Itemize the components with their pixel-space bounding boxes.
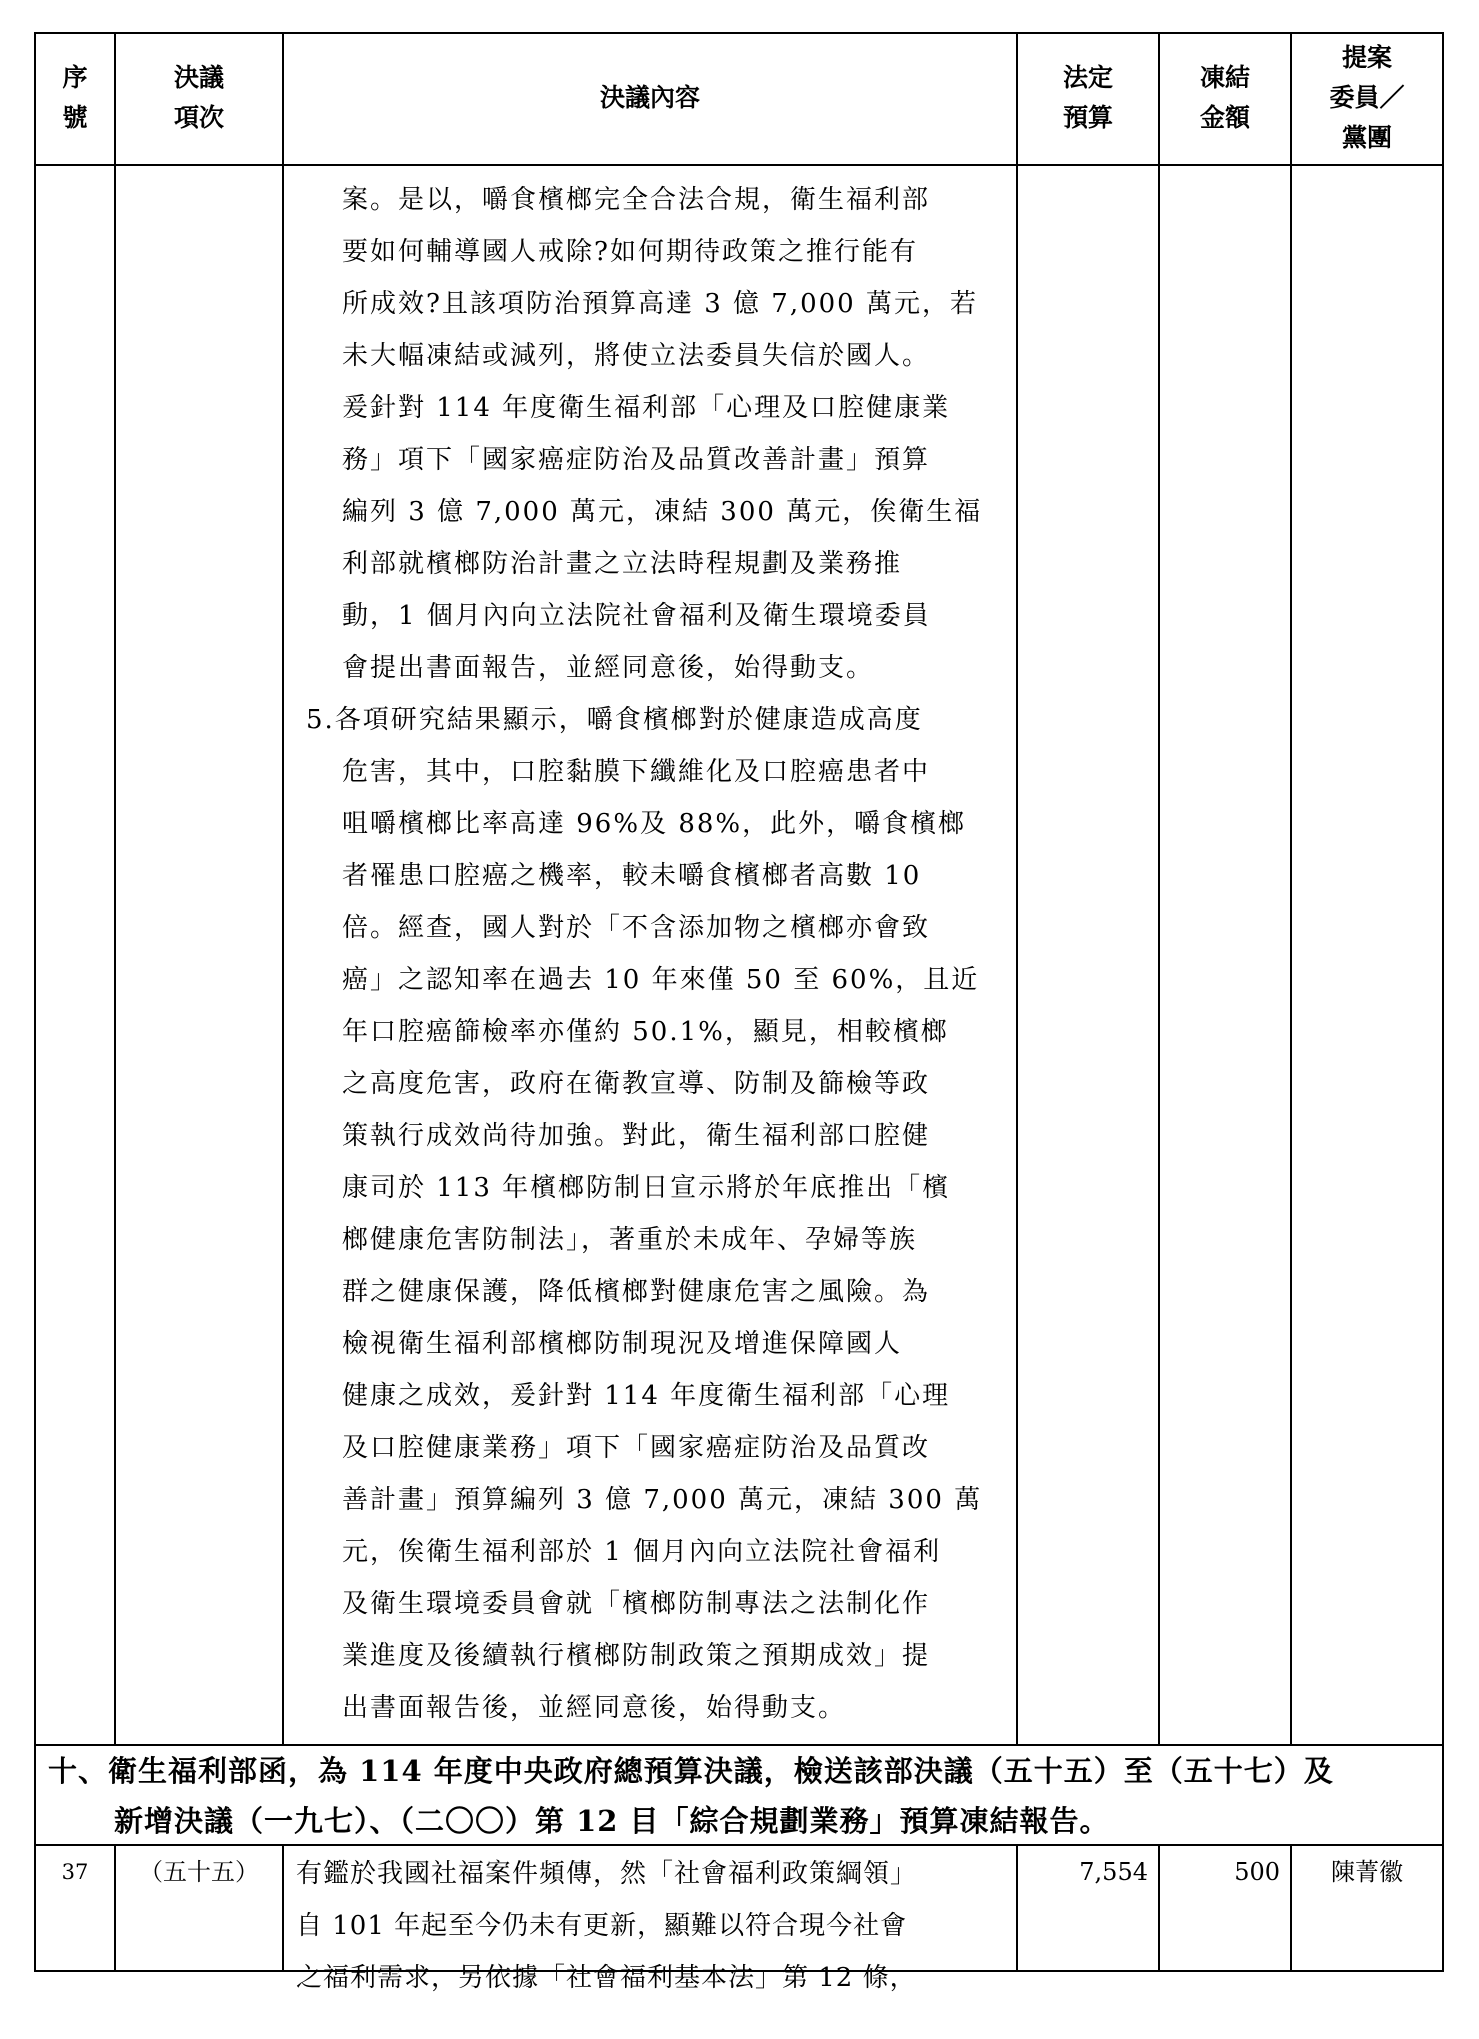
header-budget-line2: 預算 — [1062, 103, 1113, 132]
content-line: 咀嚼檳榔比率高達 96%及 88%，此外，嚼食檳榔 — [342, 809, 967, 839]
content-line: 群之健康保護，降低檳榔對健康危害之風險。為 — [342, 1277, 931, 1307]
row37-frozen: 500 — [1234, 1858, 1280, 1886]
col-line — [1442, 1744, 1444, 1846]
content-line: 之福利需求，另依據「社會福利基本法」第 12 條， — [296, 1963, 917, 1993]
col-line — [282, 32, 284, 1746]
col-line — [282, 1844, 284, 1972]
content-line: 健康之成效，爰針對 114 年度衛生福利部「心理 — [342, 1381, 951, 1411]
content-line: 策執行成效尚待加強。對此，衛生福利部口腔健 — [342, 1121, 931, 1151]
content-line: 倍。經查，國人對於「不含添加物之檳榔亦會致 — [342, 913, 931, 943]
header-frozen-line2: 金額 — [1199, 103, 1250, 132]
header-content — [284, 32, 1016, 164]
section-heading-line1: 十、衛生福利部函，為 114 年度中央政府總預算決議，檢送該部決議（五十五）至（五十七）及 — [48, 1754, 1334, 1788]
col-line — [114, 32, 116, 1746]
content-line: 年口腔癌篩檢率亦僅約 50.1%，顯見，相較檳榔 — [342, 1017, 949, 1047]
content-line: 自 101 年起至今仍未有更新，顯難以符合現今社會 — [296, 1911, 908, 1941]
header-item — [116, 32, 282, 164]
content-line: 動，1 個月內向立法院社會福利及衛生環境委員 — [342, 601, 931, 631]
content-line: 出書面報告後，並經同意後，始得動支。 — [342, 1693, 847, 1723]
header-seq — [34, 32, 116, 164]
section-heading — [48, 1746, 1438, 1846]
continued-resolution-text — [306, 174, 1006, 1734]
content-line: 之高度危害，政府在衛教宣導、防制及篩檢等政 — [342, 1069, 931, 1099]
header-content-label: 決議內容 — [599, 83, 700, 112]
content-line: 案。是以，嚼食檳榔完全合法合規，衛生福利部 — [342, 185, 931, 215]
row37-seq: 37 — [61, 1860, 89, 1884]
header-frozen — [1160, 32, 1290, 164]
content-line-item-5: 5.各項研究結果顯示，嚼食檳榔對於健康造成高度 — [306, 705, 923, 735]
content-line: 務」項下「國家癌症防治及品質改善計畫」預算 — [342, 445, 931, 475]
content-line: 爰針對 114 年度衛生福利部「心理及口腔健康業 — [342, 393, 951, 423]
col-line — [1158, 32, 1160, 1746]
content-line: 癌」之認知率在過去 10 年來僅 50 至 60%，且近 — [342, 965, 980, 995]
header-proposer-line3: 黨團 — [1341, 123, 1392, 152]
header-budget-line1: 法定 — [1062, 63, 1113, 92]
header-seq-line1: 序 — [62, 63, 88, 92]
col-line — [34, 1744, 36, 1846]
content-line: 編列 3 億 7,000 萬元，凍結 300 萬元，俟衛生福 — [342, 497, 983, 527]
section-heading-line2: 新增決議（一九七）、（二〇〇）第 12 目「綜合規劃業務」預算凍結報告。 — [114, 1804, 1110, 1838]
row37-proposer: 陳菁徽 — [1331, 1858, 1403, 1886]
header-proposer — [1292, 32, 1442, 164]
content-line: 所成效?且該項防治預算高達 3 億 7,000 萬元，若 — [342, 289, 978, 319]
header-item-line1: 決議 — [173, 63, 224, 92]
row37-item: （五十五） — [139, 1858, 259, 1886]
col-line — [1290, 32, 1292, 1746]
col-line — [34, 32, 36, 1746]
header-item-line2: 項次 — [173, 103, 224, 132]
content-line: 未大幅凍結或減列，將使立法委員失信於國人。 — [342, 341, 931, 371]
header-seq-line2: 號 — [62, 103, 88, 132]
content-line: 善計畫」預算編列 3 億 7,000 萬元，凍結 300 萬 — [342, 1485, 983, 1515]
content-line: 檢視衛生福利部檳榔防制現況及增進保障國人 — [342, 1329, 903, 1359]
content-line: 業進度及後續執行檳榔防制政策之預期成效」提 — [342, 1641, 931, 1671]
content-line: 會提出書面報告，並經同意後，始得動支。 — [342, 653, 875, 683]
content-line: 榔健康危害防制法」，著重於未成年、孕婦等族 — [342, 1225, 918, 1255]
header-budget — [1018, 32, 1158, 164]
header-divider — [34, 164, 1444, 166]
header-proposer-line2: 委員／ — [1329, 83, 1405, 112]
resolution-table — [34, 32, 1444, 1993]
row37-content — [296, 1848, 996, 2004]
col-line — [1442, 1844, 1444, 1972]
col-line — [1016, 32, 1018, 1746]
row37-budget: 7,554 — [1079, 1858, 1148, 1886]
content-line: 要如何輔導國人戒除?如何期待政策之推行能有 — [342, 237, 918, 267]
content-line: 利部就檳榔防治計畫之立法時程規劃及業務推 — [342, 549, 903, 579]
header-proposer-line1: 提案 — [1341, 43, 1392, 72]
content-line: 及衛生環境委員會就「檳榔防制專法之法制化作 — [342, 1589, 931, 1619]
content-line: 及口腔健康業務」項下「國家癌症防治及品質改 — [342, 1433, 931, 1463]
col-line — [1442, 32, 1444, 1746]
content-line: 元，俟衛生福利部於 1 個月內向立法院社會福利 — [342, 1537, 942, 1567]
content-line: 危害，其中，口腔黏膜下纖維化及口腔癌患者中 — [342, 757, 931, 787]
content-line: 者罹患口腔癌之機率，較未嚼食檳榔者高數 10 — [342, 861, 922, 891]
content-line: 康司於 113 年檳榔防制日宣示將於年底推出「檳 — [342, 1173, 951, 1203]
content-line: 有鑑於我國社福案件頻傳，然「社會福利政策綱領」 — [296, 1859, 918, 1889]
header-frozen-line1: 凍結 — [1199, 63, 1250, 92]
